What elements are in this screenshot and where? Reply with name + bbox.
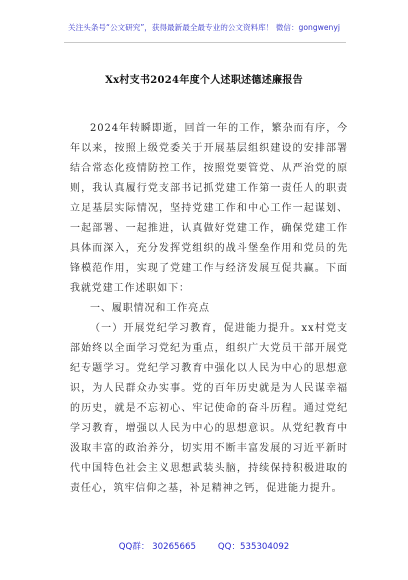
intro-paragraph: 2024年转瞬即逝，回首一年的工作，繁杂而有序，今年以来，按照上级党委关于开展基层组织建设的安排部署结合常态化疫情防控工作，按照党要管党、从严治党的原则，我认真履行党支部书记抓党建工作第一责任人的职责立足基层实际情况，坚持党建工作和中心工作一起谋划、一起部署、一起推进，认真做好党建工作，确保党建工作具体而深入，充分发挥党组织的战斗堡垒作用和党员的先锋模范作用，实现了党建工作与经济发展互促共赢。下面我就党建工作述职如下： (70, 123, 348, 294)
document-title: Xx村支书2024年度个人述职述德述廉报告 (105, 75, 303, 86)
footer-qq-group: QQ群： 30265665 (118, 542, 196, 552)
footer-qq-number: QQ：535304092 (217, 542, 290, 552)
document-body (70, 119, 348, 499)
footer-contact (0, 540, 408, 552)
section-heading: 一、履职情况和工作亮点 (90, 303, 210, 314)
header-divider (64, 42, 346, 43)
section-paragraph: （一）开展党纪学习教育，促进能力提升。xx村党支部始终以全面学习党纪为重点，组织广大党员干部开展党纪专题学习。党纪学习教育中强化以人民为中心的思想意识，为人民群众办实事。党的百年历史就是为人民谋幸福的历史，就是不忘初心、牢记使命的奋斗历程。通过党纪学习教育，增强以人民为中心的思想意识。从党纪教育中汲取丰富的政治养分，切实用不断丰富发展的习近平新时代中国特色社会主义思想武装头脑，持续保持积极进取的责任心，筑牢信仰之基，补足精神之钙，促进能力提升。 (70, 323, 348, 494)
header-promo-note: 关注头条号“公文研究”，获得最新最全最专业的公文资料库！ 微信：gongwenyj (68, 23, 340, 32)
